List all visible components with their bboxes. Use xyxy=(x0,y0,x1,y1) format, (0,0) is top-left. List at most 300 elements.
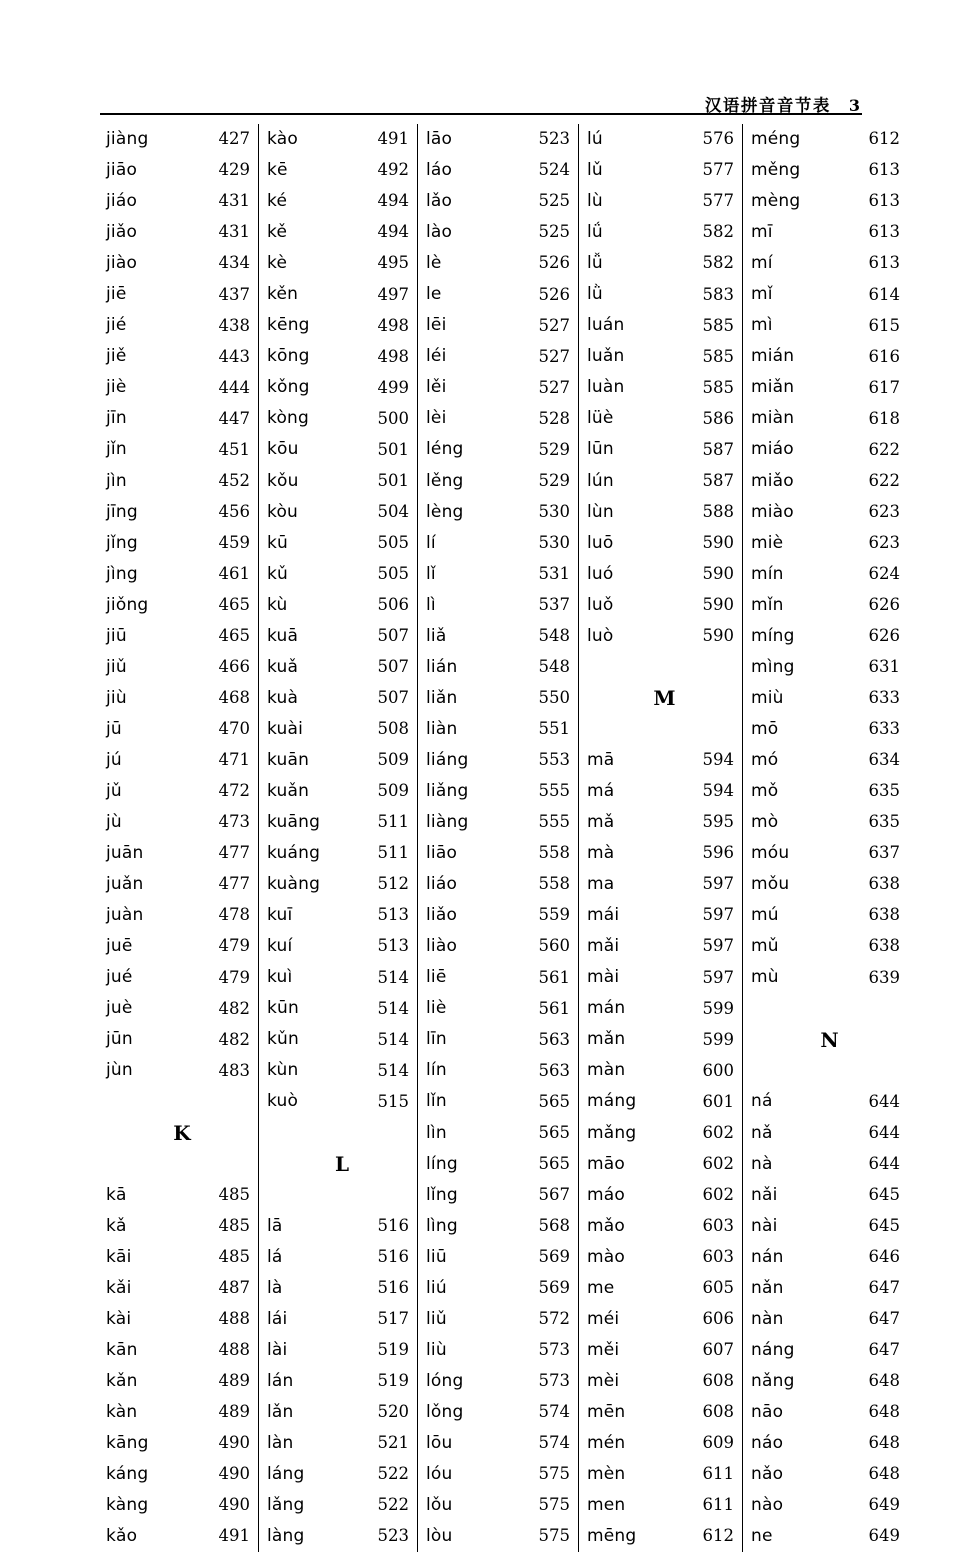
page-reference: 501 xyxy=(377,439,409,459)
syllable-label: kǎ xyxy=(106,1215,127,1236)
index-entry-row xyxy=(267,1242,417,1273)
index-entry-row xyxy=(587,217,742,248)
page-reference: 466 xyxy=(218,657,250,677)
syllable-label: lǐng xyxy=(426,1184,458,1205)
syllable-label: kā xyxy=(106,1184,127,1205)
syllable-label: lǎn xyxy=(267,1401,294,1422)
page-reference: 551 xyxy=(538,719,570,739)
page-reference: 429 xyxy=(218,160,250,180)
page-reference: 574 xyxy=(538,1433,570,1453)
page-reference: 495 xyxy=(377,253,409,273)
spacer-row xyxy=(587,714,742,745)
syllable-label: liáo xyxy=(426,874,458,895)
index-entry-row xyxy=(587,279,742,310)
page-reference: 456 xyxy=(218,501,250,521)
index-entry-row xyxy=(751,248,908,279)
index-entry-row xyxy=(267,466,417,497)
letter-heading-m xyxy=(587,683,742,714)
page-reference: 638 xyxy=(868,905,900,925)
index-entry-row xyxy=(751,217,908,248)
page-reference: 603 xyxy=(702,1246,734,1266)
index-entry-row xyxy=(426,217,578,248)
index-entry-row xyxy=(426,1459,578,1490)
index-entry-row xyxy=(751,931,908,962)
index-entry-row xyxy=(587,372,742,403)
page-reference: 575 xyxy=(538,1526,570,1546)
index-entry-row xyxy=(751,559,908,590)
page-reference: 506 xyxy=(377,594,409,614)
index-entry-row xyxy=(751,745,908,776)
index-entry-row xyxy=(106,900,258,931)
syllable-label: lài xyxy=(267,1339,288,1360)
page-reference: 520 xyxy=(377,1402,409,1422)
syllable-label: mǎn xyxy=(587,1029,626,1050)
page-reference: 582 xyxy=(702,253,734,273)
page-reference: 451 xyxy=(218,439,250,459)
index-entry-row xyxy=(106,838,258,869)
page-reference: 606 xyxy=(702,1309,734,1329)
syllable-label: lè xyxy=(426,253,442,274)
syllable-label: lǜ xyxy=(587,284,603,305)
index-entry-row xyxy=(587,1118,742,1149)
syllable-label: kōu xyxy=(267,439,299,460)
letter-heading-label: N xyxy=(820,1027,839,1052)
syllable-label: nài xyxy=(751,1215,778,1236)
page-reference: 555 xyxy=(538,812,570,832)
page-reference: 577 xyxy=(702,160,734,180)
index-entry-row xyxy=(587,807,742,838)
index-entry-row xyxy=(587,962,742,993)
syllable-label: lāo xyxy=(426,129,453,150)
page-reference: 485 xyxy=(218,1215,250,1235)
index-entry-row xyxy=(267,962,417,993)
index-entry-row xyxy=(751,186,908,217)
syllable-label: kāng xyxy=(106,1432,149,1453)
column-5 xyxy=(742,124,908,1552)
syllable-label: kāi xyxy=(106,1246,132,1267)
column-4 xyxy=(578,124,742,1552)
page-reference: 507 xyxy=(377,688,409,708)
page-reference: 472 xyxy=(218,781,250,801)
page-reference: 527 xyxy=(538,346,570,366)
page-reference: 633 xyxy=(868,688,900,708)
page-reference: 522 xyxy=(377,1495,409,1515)
page-reference: 600 xyxy=(702,1060,734,1080)
syllable-label: kūn xyxy=(267,998,299,1019)
index-entry-row xyxy=(267,1086,417,1117)
page-reference: 527 xyxy=(538,377,570,397)
page-reference: 505 xyxy=(377,532,409,552)
page-reference: 512 xyxy=(377,874,409,894)
syllable-label: mù xyxy=(751,967,779,988)
syllable-label: kuáng xyxy=(267,843,321,864)
syllable-label: měi xyxy=(587,1339,620,1360)
syllable-label: mēng xyxy=(587,1526,637,1547)
index-entry-row xyxy=(267,124,417,155)
page-reference: 616 xyxy=(868,346,900,366)
index-entry-row xyxy=(106,279,258,310)
page-reference: 631 xyxy=(868,657,900,677)
index-entry-row xyxy=(751,155,908,186)
syllable-label: jīn xyxy=(106,408,127,429)
letter-heading-label: M xyxy=(653,686,676,711)
syllable-label: jiáo xyxy=(106,191,138,212)
page-reference: 648 xyxy=(868,1402,900,1422)
syllable-label: kù xyxy=(267,594,288,615)
page-reference: 613 xyxy=(868,253,900,273)
index-entry-row xyxy=(587,528,742,559)
syllable-label: mēn xyxy=(587,1401,626,1422)
index-entry-row xyxy=(267,341,417,372)
index-entry-row xyxy=(426,310,578,341)
page-reference: 494 xyxy=(377,222,409,242)
syllable-label: jiǔ xyxy=(106,656,127,677)
index-entry-row xyxy=(106,124,258,155)
page-reference: 607 xyxy=(702,1340,734,1360)
page-reference: 530 xyxy=(538,501,570,521)
page-reference: 507 xyxy=(377,657,409,677)
index-entry-row xyxy=(267,372,417,403)
page-reference: 501 xyxy=(377,470,409,490)
index-entry-row xyxy=(106,559,258,590)
page-reference: 498 xyxy=(377,315,409,335)
syllable-label: juān xyxy=(106,843,144,864)
page-reference: 588 xyxy=(702,501,734,521)
syllable-label: māo xyxy=(587,1153,625,1174)
page-reference: 478 xyxy=(218,905,250,925)
page-reference: 590 xyxy=(702,532,734,552)
page-reference: 590 xyxy=(702,563,734,583)
syllable-label: kòng xyxy=(267,408,310,429)
index-entry-row xyxy=(426,528,578,559)
running-header xyxy=(100,84,860,114)
syllable-label: mò xyxy=(751,812,779,833)
page-reference: 582 xyxy=(702,222,734,242)
page-reference: 555 xyxy=(538,781,570,801)
index-entry-row xyxy=(751,590,908,621)
syllable-label: lùn xyxy=(587,501,614,522)
syllable-label: nán xyxy=(751,1246,784,1267)
page-reference: 565 xyxy=(538,1091,570,1111)
index-entry-row xyxy=(426,745,578,776)
index-entry-row xyxy=(587,1273,742,1304)
syllable-label: nàn xyxy=(751,1308,784,1329)
page-reference: 511 xyxy=(377,843,409,863)
syllable-label: kuí xyxy=(267,936,293,957)
index-entry-row xyxy=(426,1521,578,1552)
index-entry-row xyxy=(751,528,908,559)
syllable-label: làng xyxy=(267,1526,305,1547)
syllable-label: kǒng xyxy=(267,377,310,398)
index-entry-row xyxy=(751,807,908,838)
index-entry-row xyxy=(267,683,417,714)
page-reference: 576 xyxy=(702,129,734,149)
page-reference: 618 xyxy=(868,408,900,428)
syllable-label: nà xyxy=(751,1153,773,1174)
index-entry-row xyxy=(426,1211,578,1242)
spacer-row xyxy=(267,1180,417,1211)
index-entry-row xyxy=(106,931,258,962)
index-entry-row xyxy=(587,931,742,962)
index-entry-row xyxy=(426,1490,578,1521)
index-entry-row xyxy=(267,714,417,745)
syllable-label: kuān xyxy=(267,749,310,770)
syllable-label: mō xyxy=(751,718,779,739)
syllable-label: kēng xyxy=(267,315,310,336)
index-entry-row xyxy=(267,434,417,465)
index-entry-row xyxy=(751,1397,908,1428)
page-reference: 489 xyxy=(218,1371,250,1391)
page-reference: 644 xyxy=(868,1122,900,1142)
page-reference: 468 xyxy=(218,688,250,708)
letter-heading-label: L xyxy=(334,1152,350,1177)
syllable-label: mǎng xyxy=(587,1122,637,1143)
index-entry-row xyxy=(426,838,578,869)
index-entry-row xyxy=(426,1149,578,1180)
syllable-label: jiē xyxy=(106,284,127,305)
index-entry-row xyxy=(267,838,417,869)
page-reference: 504 xyxy=(377,501,409,521)
syllable-label: kàn xyxy=(106,1401,138,1422)
index-entry-row xyxy=(267,528,417,559)
page-reference: 459 xyxy=(218,532,250,552)
page-reference: 508 xyxy=(377,719,409,739)
syllable-label: là xyxy=(267,1277,283,1298)
page-reference: 516 xyxy=(377,1278,409,1297)
page-reference: 473 xyxy=(218,812,250,832)
page-reference: 537 xyxy=(538,594,570,614)
page-reference: 572 xyxy=(538,1309,570,1329)
page-reference: 623 xyxy=(868,532,900,552)
page-reference: 521 xyxy=(377,1433,409,1453)
page-reference: 514 xyxy=(377,998,409,1018)
syllable-label: luǎn xyxy=(587,346,625,367)
index-entry-row xyxy=(426,962,578,993)
page-reference: 485 xyxy=(218,1246,250,1266)
letter-heading-k xyxy=(106,1118,258,1149)
syllable-label: méi xyxy=(587,1308,620,1329)
page-reference: 613 xyxy=(868,191,900,211)
syllable-label: liǎng xyxy=(426,781,469,801)
index-entry-row xyxy=(587,838,742,869)
syllable-label: lüè xyxy=(587,408,614,429)
syllable-label: lǐn xyxy=(426,1091,447,1112)
syllable-label: kǎn xyxy=(106,1370,138,1391)
index-entry-row xyxy=(267,1428,417,1459)
index-entry-row xyxy=(426,1024,578,1055)
page-reference: 590 xyxy=(702,626,734,646)
syllable-label: lá xyxy=(267,1246,283,1267)
syllable-label: miù xyxy=(751,687,784,708)
column-2 xyxy=(258,124,417,1552)
syllable-label: mán xyxy=(587,998,626,1019)
syllable-label: kài xyxy=(106,1308,132,1329)
page-reference: 644 xyxy=(868,1091,900,1111)
page-reference: 492 xyxy=(377,160,409,180)
index-entry-row xyxy=(267,248,417,279)
syllable-label: kǎi xyxy=(106,1277,132,1298)
syllable-label: jùn xyxy=(106,1060,133,1081)
page-reference: 587 xyxy=(702,470,734,490)
page-reference: 479 xyxy=(218,967,250,987)
syllable-label: jū xyxy=(106,718,122,739)
page-reference: 635 xyxy=(868,812,900,832)
page-reference: 437 xyxy=(218,284,250,304)
index-entry-row xyxy=(106,590,258,621)
index-entry-row xyxy=(267,1055,417,1086)
page-reference: 626 xyxy=(868,626,900,646)
syllable-label: mián xyxy=(751,346,795,367)
page-reference: 489 xyxy=(218,1402,250,1422)
column-3 xyxy=(417,124,578,1552)
syllable-label: lēi xyxy=(426,315,447,336)
index-entry-row xyxy=(426,1055,578,1086)
syllable-label: mén xyxy=(587,1432,626,1453)
index-entry-row xyxy=(751,683,908,714)
page-reference: 597 xyxy=(702,874,734,894)
syllable-label: kū xyxy=(267,532,289,553)
page-reference: 498 xyxy=(377,346,409,366)
page-reference: 612 xyxy=(702,1526,734,1546)
index-entry-row xyxy=(267,1273,417,1304)
page-number: 3 xyxy=(848,96,860,115)
page-reference: 494 xyxy=(377,191,409,211)
page-reference: 563 xyxy=(538,1060,570,1080)
spacer-row xyxy=(106,1149,258,1180)
page-reference: 613 xyxy=(868,160,900,180)
page-reference: 622 xyxy=(868,470,900,490)
page-reference: 615 xyxy=(868,315,900,335)
page-reference: 623 xyxy=(868,501,900,521)
index-entry-row xyxy=(267,1304,417,1335)
syllable-label: jiào xyxy=(106,253,138,274)
page-reference: 613 xyxy=(868,222,900,242)
page-reference: 597 xyxy=(702,905,734,925)
index-entry-row xyxy=(751,279,908,310)
page-reference: 568 xyxy=(538,1215,570,1235)
index-entry-row xyxy=(267,1366,417,1397)
index-entry-row xyxy=(426,993,578,1024)
syllable-label: luò xyxy=(587,625,614,646)
page-reference: 505 xyxy=(377,563,409,583)
syllable-label: kuò xyxy=(267,1091,299,1112)
page-reference: 509 xyxy=(377,750,409,770)
index-entry-row xyxy=(426,900,578,931)
page-reference: 585 xyxy=(702,377,734,397)
index-entry-row xyxy=(426,1304,578,1335)
syllable-label: liáng xyxy=(426,749,469,770)
syllable-label: mǎ xyxy=(587,812,615,833)
syllable-label: lìn xyxy=(426,1122,447,1143)
page-reference: 586 xyxy=(702,408,734,428)
syllable-label: līn xyxy=(426,1029,447,1050)
page-reference: 574 xyxy=(538,1402,570,1422)
syllable-label: jiǒng xyxy=(106,594,149,615)
index-entry-row xyxy=(106,1242,258,1273)
index-entry-row xyxy=(267,1024,417,1055)
syllable-label: jǐn xyxy=(106,439,127,460)
page-reference: 601 xyxy=(702,1091,734,1111)
page-reference: 561 xyxy=(538,998,570,1018)
page-reference: 587 xyxy=(702,439,734,459)
index-entry-row xyxy=(751,869,908,900)
page-reference: 594 xyxy=(702,750,734,770)
syllable-label: miè xyxy=(751,532,784,553)
page-reference: 523 xyxy=(377,1526,409,1546)
syllable-label: juè xyxy=(106,998,133,1019)
syllable-label: mī xyxy=(751,222,773,243)
index-entry-row xyxy=(106,155,258,186)
index-entry-row xyxy=(106,993,258,1024)
index-entry-row xyxy=(106,683,258,714)
syllable-label: lǔ xyxy=(587,160,603,181)
syllable-label: mú xyxy=(751,905,779,926)
index-entry-row xyxy=(106,434,258,465)
index-entry-row xyxy=(751,652,908,683)
syllable-label: kuì xyxy=(267,967,293,988)
page-reference: 434 xyxy=(218,253,250,273)
index-entry-row xyxy=(426,714,578,745)
page-reference: 573 xyxy=(538,1340,570,1360)
page-reference: 516 xyxy=(377,1246,409,1266)
syllable-label: liē xyxy=(426,967,447,988)
page-reference: 649 xyxy=(868,1495,900,1515)
page-reference: 514 xyxy=(377,967,409,987)
syllable-label: mào xyxy=(587,1246,625,1267)
index-entry-row xyxy=(751,434,908,465)
index-entry-row xyxy=(267,745,417,776)
index-entry-row xyxy=(267,1521,417,1552)
syllable-label: lǎo xyxy=(426,191,453,212)
index-entry-row xyxy=(106,248,258,279)
syllable-label: jié xyxy=(106,315,127,336)
page-reference: 603 xyxy=(702,1215,734,1235)
page-reference: 524 xyxy=(538,160,570,180)
syllable-label: nǎi xyxy=(751,1184,778,1205)
index-entry-row xyxy=(751,1304,908,1335)
page-reference: 548 xyxy=(538,626,570,646)
index-entry-row xyxy=(106,652,258,683)
page-reference: 639 xyxy=(868,967,900,987)
syllable-label: jiǎo xyxy=(106,222,138,243)
syllable-label: kuài xyxy=(267,718,304,739)
index-entry-row xyxy=(751,1242,908,1273)
index-entry-row xyxy=(267,155,417,186)
page-reference: 611 xyxy=(702,1495,734,1515)
page-reference: 577 xyxy=(702,191,734,211)
index-entry-row xyxy=(426,1366,578,1397)
page-reference: 438 xyxy=(218,315,250,335)
page-reference: 499 xyxy=(377,377,409,397)
syllable-label: kuǎ xyxy=(267,656,299,677)
index-entry-row xyxy=(587,310,742,341)
syllable-label: luō xyxy=(587,532,614,553)
syllable-label: jǔ xyxy=(106,781,122,801)
page-reference: 490 xyxy=(218,1464,250,1484)
index-entry-row xyxy=(267,993,417,1024)
page-reference: 507 xyxy=(377,626,409,646)
page-reference: 595 xyxy=(702,812,734,832)
index-entry-row xyxy=(267,1459,417,1490)
spacer-row xyxy=(267,1118,417,1149)
index-entry-row xyxy=(106,1180,258,1211)
index-entry-row xyxy=(587,1490,742,1521)
syllable-label: nāo xyxy=(751,1401,784,1422)
index-entry-row xyxy=(587,434,742,465)
syllable-label: liū xyxy=(426,1246,447,1267)
syllable-label: kuāng xyxy=(267,812,321,833)
page-reference: 624 xyxy=(868,563,900,583)
